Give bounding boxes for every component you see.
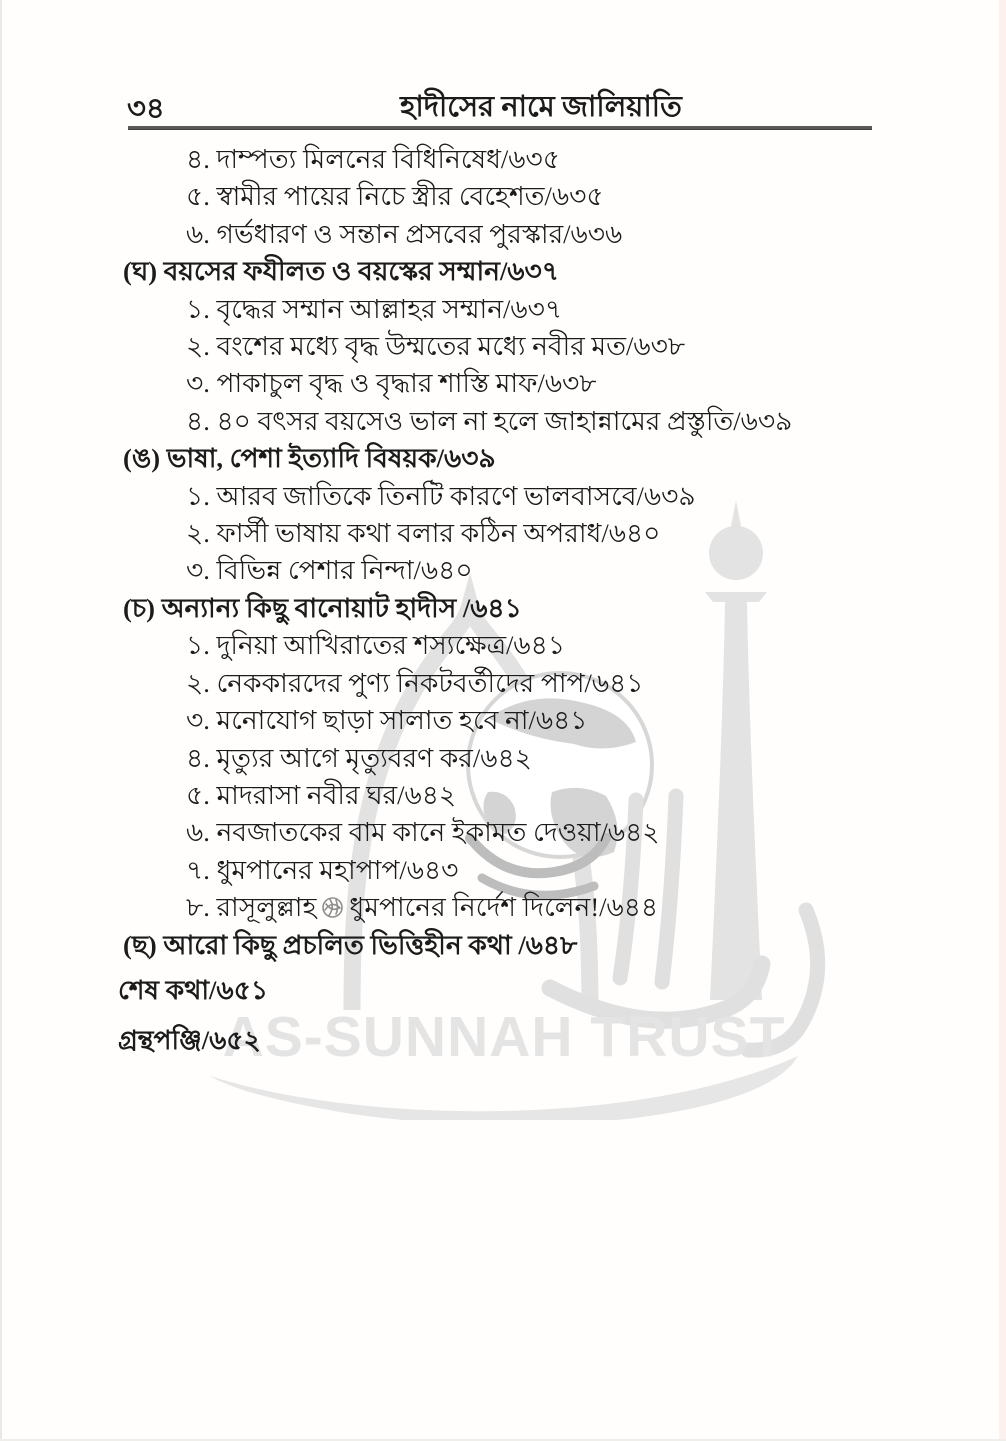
toc-entry-text-before: ৮. রাসূলুল্লাহ	[186, 892, 317, 923]
toc-entry: ৪. দাম্পত্য মিলনের বিধিনিষেধ/৬৩৫	[186, 144, 560, 174]
page-title: হাদীসের নামে জালিয়াতি	[400, 91, 682, 123]
toc-entry: ৩. মনোযোগ ছাড়া সালাত হবে না/৬৪১	[186, 705, 588, 736]
toc-entry: ২. ফার্সী ভাষায় কথা বলার কঠিন অপরাধ/৬৪০	[186, 518, 661, 549]
toc-entry: ৩. পাকাচুল বৃদ্ধ ও বৃদ্ধার শাস্তি মাফ/৬৩৮	[186, 368, 597, 399]
page-edge-right	[999, 0, 1006, 1441]
toc-entry: ৬. নবজাতকের বাম কানে ইকামত দেওয়া/৬৪২	[186, 817, 660, 848]
toc-heading: গ্রন্থপঞ্জি/৬৫২	[118, 1025, 261, 1056]
toc-heading: শেষ কথা/৬৫১	[118, 974, 269, 1005]
toc-section-heading: (ঘ) বয়সের ফযীলত ও বয়স্কের সম্মান/৬৩৭	[123, 256, 559, 287]
table-of-contents	[0, 141, 1006, 1060]
toc-entry: ৪. ৪০ বৎসর বয়সেও ভাল না হলে জাহান্নামের প্রস্তুতি/৬৩৯	[186, 405, 793, 436]
toc-entry	[0, 889, 1006, 926]
toc-section-heading: (চ) অন্যান্য কিছু বানোয়াট হাদীস /৬৪১	[123, 592, 522, 623]
toc-section-heading: (ঙ) ভাষা, পেশা ইত্যাদি বিষয়ক/৬৩৯	[123, 443, 496, 474]
toc-entry: ১. বৃদ্ধের সম্মান আল্লাহর সম্মান/৬৩৭	[186, 293, 563, 324]
toc-entry: ২. বংশের মধ্যে বৃদ্ধ উম্মতের মধ্যে নবীর মত/৬৩৮	[186, 331, 686, 362]
toc-entry: ৫. স্বামীর পায়ের নিচে স্ত্রীর বেহেশত/৬৩৫	[186, 181, 604, 212]
toc-entry: ৭. ধুমপানের মহাপাপ/৬৪৩	[186, 854, 459, 885]
page-number: ৩৪	[127, 93, 165, 125]
toc-entry: ৪. মৃত্যুর আগে মৃত্যুবরণ কর/৬৪২	[186, 742, 532, 773]
toc-entry: ৫. মাদরাসা নবীর ঘর/৬৪২	[186, 779, 457, 810]
watermark-text: AS-SUNNAH TRUST	[222, 1005, 786, 1069]
sallallahu-alayhi-wasallam-icon	[319, 895, 346, 920]
toc-entry: ১. দুনিয়া আখিরাতের শস্যক্ষেত্র/৬৪১	[186, 630, 566, 661]
toc-entry: ২. নেককারদের পুণ্য নিকটবর্তীদের পাপ/৬৪১	[186, 667, 644, 698]
header-rule	[128, 126, 872, 130]
toc-entry: ১. আরব জাতিকে তিনটি কারণে ভালবাসবে/৬৩৯	[186, 480, 696, 511]
page-edge-left	[0, 0, 2, 1441]
toc-entry-text-after: ধুমপানের নির্দেশ দিলেন!/৬৪৪	[349, 892, 659, 923]
toc-entry: ৬. গর্ভধারণ ও সন্তান প্রসবের পুরস্কার/৬৩৬	[186, 218, 623, 249]
toc-entry: ৩. বিভিন্ন পেশার নিন্দা/৬৪০	[186, 555, 473, 586]
toc-section-heading: (ছ) আরো কিছু প্রচলিত ভিত্তিহীন কথা /৬৪৮	[123, 929, 578, 960]
